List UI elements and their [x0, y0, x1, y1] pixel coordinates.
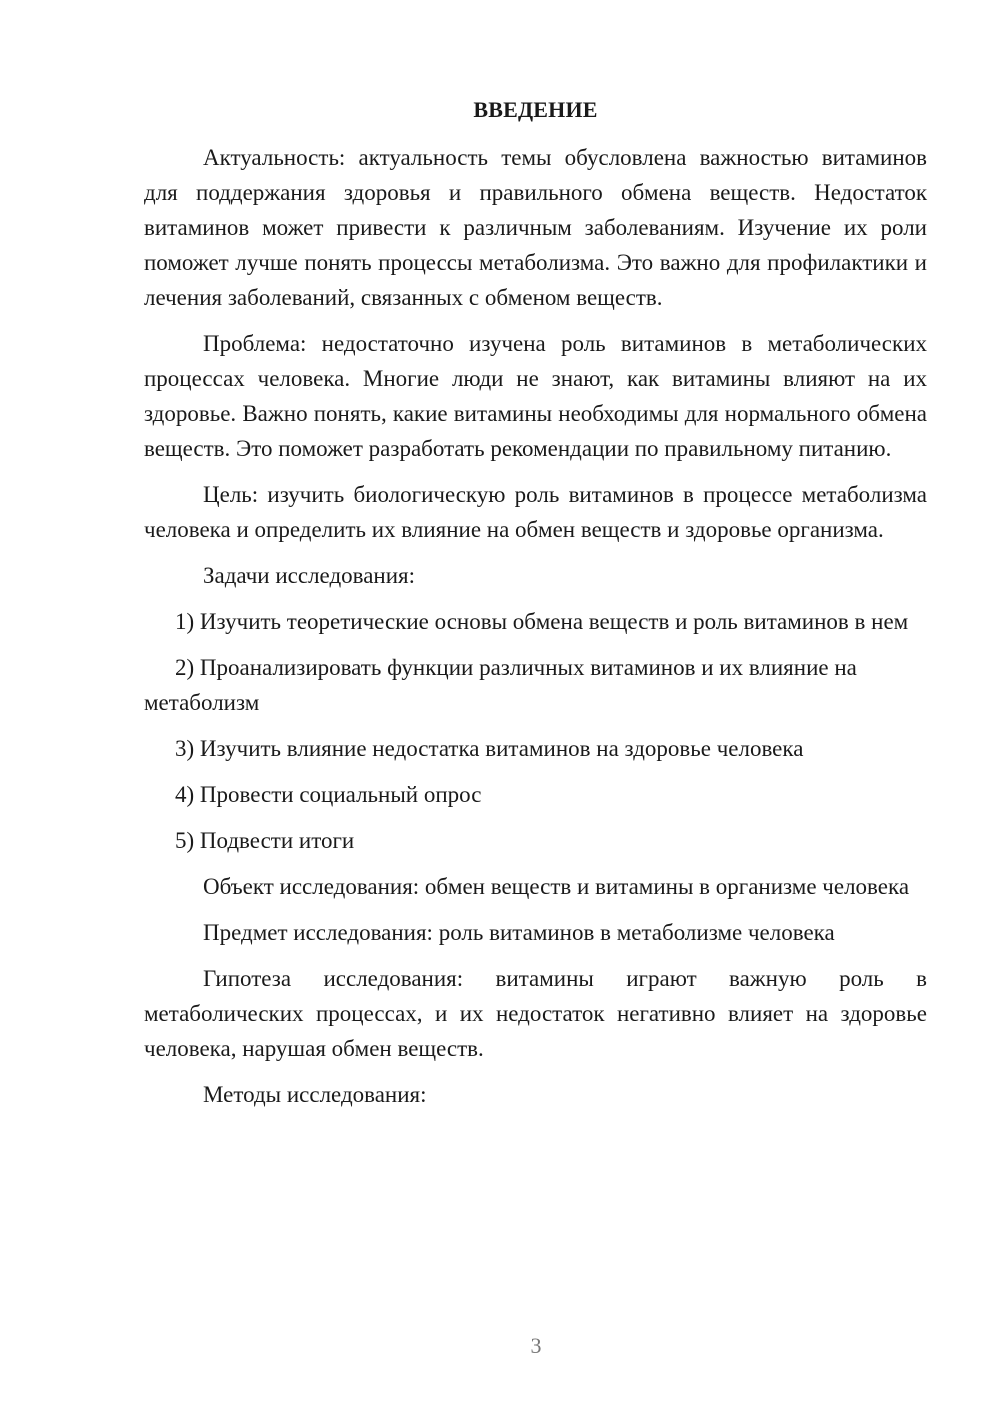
paragraph-goal: Цель: изучить биологическую роль витаминов в процессе метаболизма человека и определить их влияние на обмен веществ и здоровье организма.	[144, 482, 927, 542]
page-content	[144, 94, 927, 1123]
paragraph-subject: Предмет исследования: роль витаминов в метаболизме человека	[203, 920, 835, 945]
list-item: 3) Изучить влияние недостатка витаминов на здоровье человека	[175, 736, 804, 761]
paragraph-methods-title: Методы исследования:	[203, 1082, 427, 1107]
section-heading: ВВЕДЕНИЕ	[473, 97, 598, 122]
paragraph-object: Объект исследования: обмен веществ и витамины в организме человека	[203, 874, 910, 899]
page-number: 3	[530, 1333, 542, 1358]
list-item: 1) Изучить теоретические основы обмена веществ и роль витаминов в нем	[175, 609, 909, 634]
paragraph-relevance: Актуальность: актуальность темы обусловлена важностью витаминов для поддержания здоровья и правильного обмена веществ. Недостаток витаминов может привести к различным заболеваниям. Изучение их роли поможет лучше понять процессы метаболизма. Это важно для профилактики и лечения заболеваний, связанных с обменом веществ.	[144, 145, 927, 310]
list-item: 4) Провести социальный опрос	[175, 782, 482, 807]
paragraph-hypothesis: Гипотеза исследования: витамины играют важную роль в метаболических процессах, и их недостаток негативно влияет на здоровье человека, нарушая обмен веществ.	[144, 966, 927, 1061]
paragraph-problem: Проблема: недостаточно изучена роль витаминов в метаболических процессах человека. Многие люди не знают, как витамины влияют на их здоровье. Важно понять, какие витамины необходимы для нормального обмена веществ. Это поможет разработать рекомендации по правильному питанию.	[144, 331, 927, 461]
list-item: 5) Подвести итоги	[175, 828, 355, 853]
paragraph-tasks-title: Задачи исследования:	[203, 563, 416, 588]
list-item: 2) Проанализировать функции различных витаминов и их влияние на метаболизм	[144, 655, 857, 715]
